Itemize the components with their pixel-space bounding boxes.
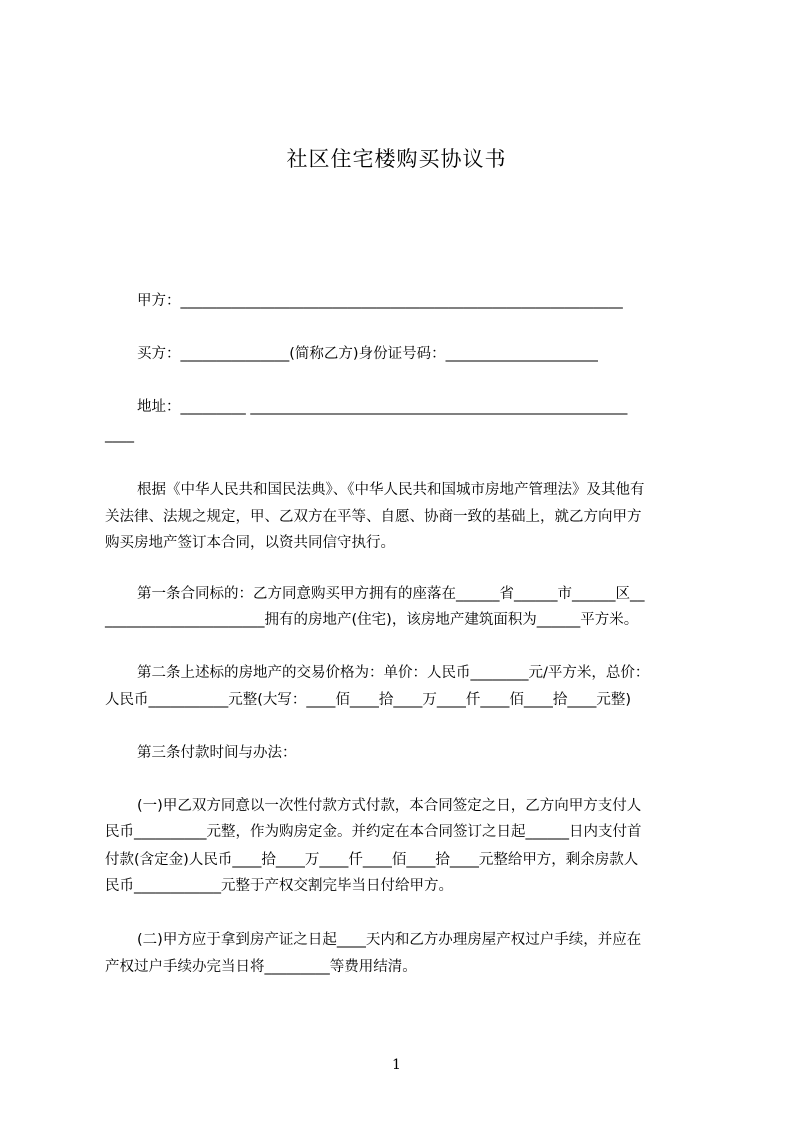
article2-line-1: 第二条上述标的房地产的交易价格为：单价：人民币________元/平方米，总价：	[137, 665, 650, 681]
preamble-line-3: 购买房地产签订本合同，以资共同信守执行。	[105, 535, 395, 551]
clause1-line-3: 付款(含定金)人民币____拾____万____仟____佰____拾____元整给甲方，剩余房款人	[105, 852, 639, 868]
clause2-line-2: 产权过户手续办完当日将_________等费用结清。	[105, 959, 417, 975]
party-a-line: 甲方：_____________________________________________________________	[137, 293, 623, 309]
clause1-line-4: 民币____________元整于产权交割完毕当日付给甲方。	[105, 878, 453, 894]
clause2-line-1: (二)甲方应于拿到房产证之日起____天内和乙方办理房屋产权过户手续，并应在	[137, 932, 642, 948]
page-number: 1	[392, 1057, 401, 1073]
preamble-line-2: 关法律、法规之规定，甲、乙双方在平等、自愿、协商一致的基础上，就乙方向甲方	[105, 509, 642, 525]
article1-line-2: ______________________拥有的房地产(住宅)，该房地产建筑面积为______平方米。	[105, 612, 639, 628]
preamble-line-1: 根据《中华人民共和国民法典》、《中华人民共和国城市房地产管理法》及其他有	[137, 482, 645, 498]
party-b-line: 买方：_______________(简称乙方)身份证号码：_____________________	[137, 346, 598, 362]
article2-line-2: 人民币___________元整(大写：____佰____拾____万____仟____佰____拾____元整)	[105, 692, 632, 708]
address-line-1: 地址：_________ ____________________________________________________	[137, 399, 628, 415]
document-title: 社区住宅楼购买协议书	[286, 147, 507, 171]
article3-heading: 第三条付款时间与办法：	[137, 745, 297, 761]
article1-line-1: 第一条合同标的：乙方同意购买甲方拥有的座落在______省______市______区__	[137, 586, 645, 602]
clause1-line-1: (一)甲乙双方同意以一次性付款方式付款，本合同签定之日，乙方向甲方支付人	[137, 798, 642, 814]
clause1-line-2: 民币__________元整，作为购房定金。并约定在本合同签订之日起______日内支付首	[105, 824, 642, 840]
address-line-2: ____	[105, 427, 134, 443]
